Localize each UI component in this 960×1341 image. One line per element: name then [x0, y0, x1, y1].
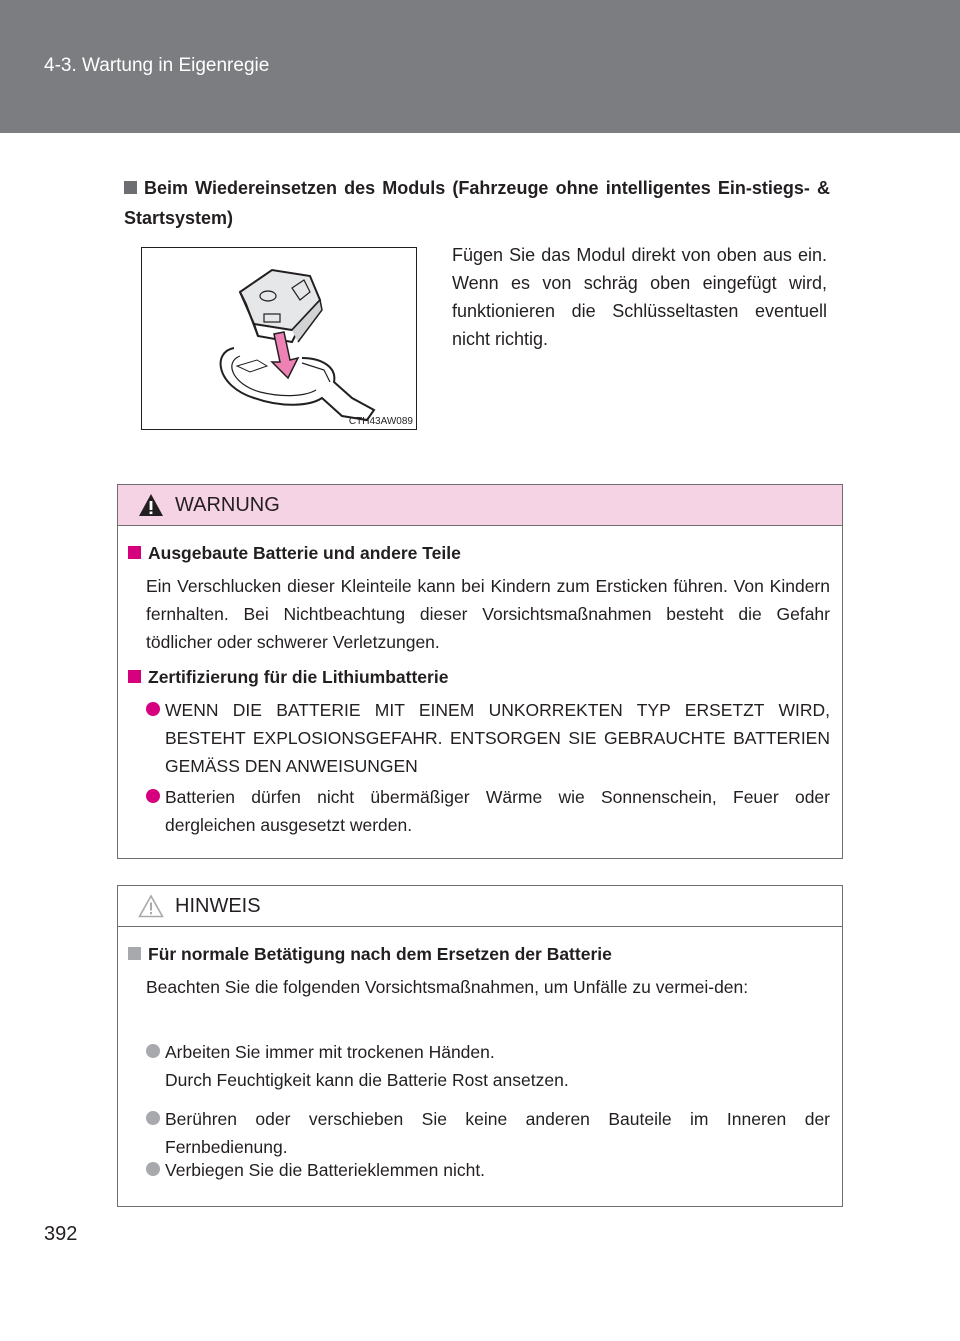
warning-box — [117, 484, 843, 859]
note-header — [118, 886, 842, 927]
square-marker-icon — [128, 546, 141, 559]
note-section-heading: Für normale Betätigung nach dem Ersetzen der Batterie — [128, 944, 612, 965]
warning-triangle-icon — [138, 493, 164, 517]
warning-section-text: Ein Verschlucken dieser Kleinteile kann bei Kindern zum Ersticken führen. Von Kindern fernhalten. Bei Nichtbeachtung dieser Vorsichtsmaßnahmen besteht die Gefahr tödlicher oder schwerer Verletzungen. — [146, 576, 830, 652]
intro-heading: Beim Wiedereinsetzen des Moduls (Fahrzeuge ohne intelligentes Ein-stiegs- & Startsystem) — [124, 178, 830, 228]
warning-section-heading: Ausgebaute Batterie und andere Teile — [128, 543, 461, 564]
caution-triangle-outline-icon — [138, 894, 164, 918]
page-header — [0, 0, 960, 133]
bullet-icon — [146, 702, 160, 716]
square-marker-icon — [124, 181, 137, 194]
bullet-icon — [146, 789, 160, 803]
warning-bullet: WENN DIE BATTERIE MIT EINEM UNKORREKTEN TYP ERSETZT WIRD, BESTEHT EXPLOSIONSGEFAHR. ENTSORGEN SIE GEBRAUCHTE BATTERIEN GEMÄSS DEN ANWEISUNGEN — [146, 696, 830, 780]
warning-title: WARNUNG — [175, 494, 280, 516]
key-module-figure — [141, 247, 417, 430]
note-title: HINWEIS — [175, 895, 261, 917]
warning-bullet: Batterien dürfen nicht übermäßiger Wärme wie Sonnenschein, Feuer oder dergleichen ausgesetzt werden. — [146, 783, 830, 839]
note-box — [117, 885, 843, 1207]
bullet-icon — [146, 1044, 160, 1058]
key-module-illustration — [142, 248, 418, 431]
warning-section-heading: Zertifizierung für die Lithiumbatterie — [128, 667, 448, 688]
square-marker-icon — [128, 670, 141, 683]
figure-code: CTH43AW089 — [348, 416, 413, 427]
figure-description: Fügen Sie das Modul direkt von oben aus ein. Wenn es von schräg oben eingefügt wird, funktionieren die Schlüsseltasten eventuell nicht richtig. — [452, 245, 827, 349]
bullet-icon — [146, 1162, 160, 1176]
note-bullet: Berühren oder verschieben Sie keine anderen Bauteile im Inneren der Fernbedienung. — [146, 1105, 830, 1161]
section-title: 4-3. Wartung in Eigenregie — [44, 55, 270, 76]
bullet-icon — [146, 1111, 160, 1125]
warning-header — [118, 485, 842, 526]
note-section-text: Beachten Sie die folgenden Vorsichtsmaßnahmen, um Unfälle zu vermei-den: — [146, 977, 749, 997]
note-bullet: Arbeiten Sie immer mit trockenen Händen. Durch Feuchtigkeit kann die Batterie Rost ansetzen. — [146, 1038, 830, 1094]
note-bullet: Verbiegen Sie die Batterieklemmen nicht. — [146, 1156, 830, 1184]
square-marker-icon — [128, 947, 141, 960]
page-number: 392 — [44, 1223, 78, 1245]
